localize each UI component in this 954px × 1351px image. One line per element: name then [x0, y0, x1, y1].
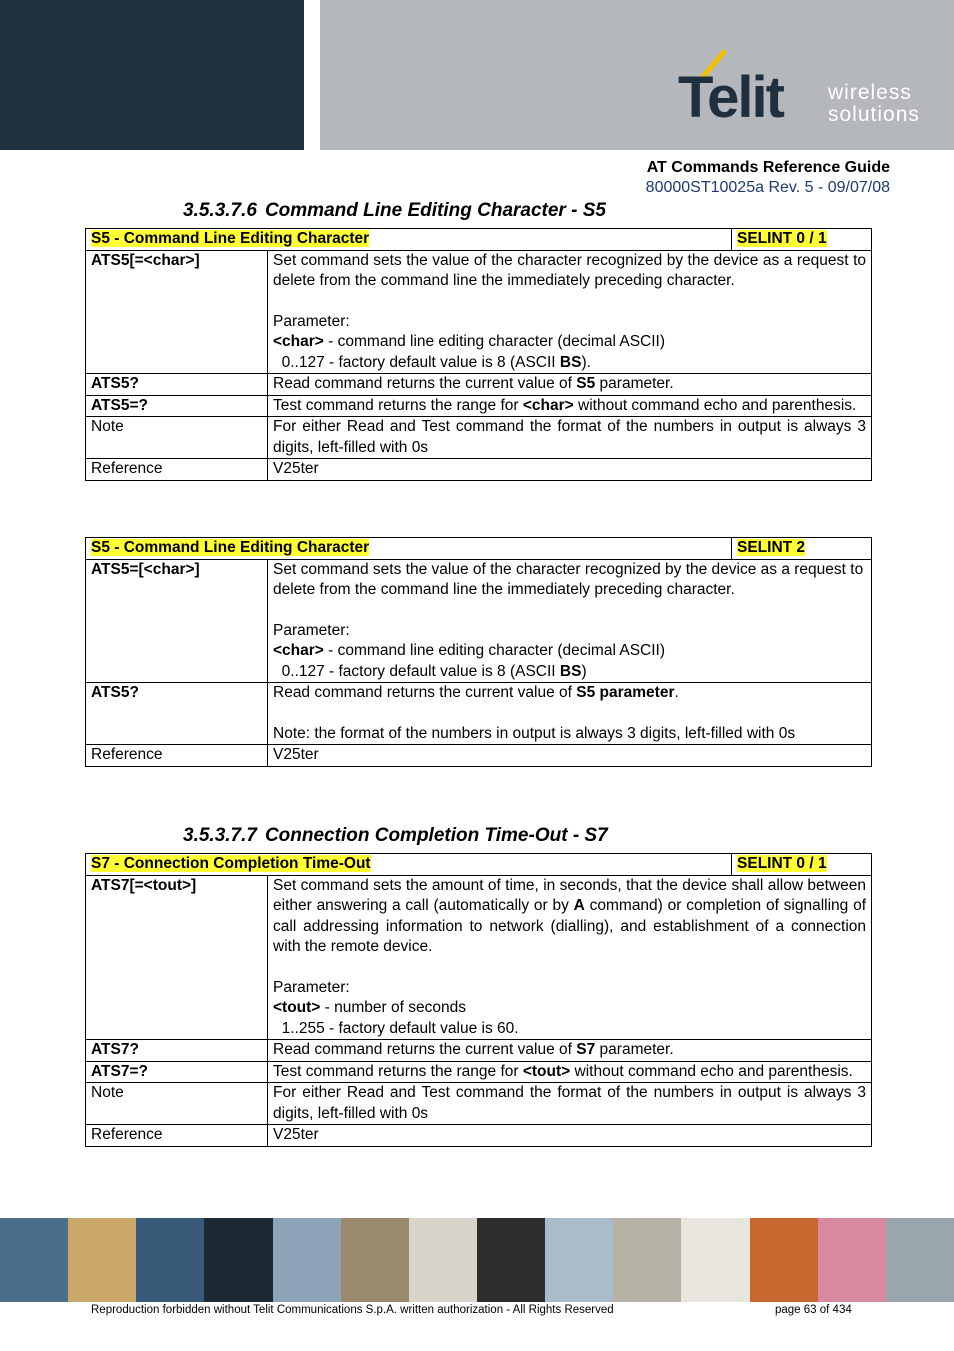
table-header-cell [732, 229, 872, 251]
footer-photo-tile [341, 1218, 409, 1302]
description-text-end: parameter. [595, 375, 674, 392]
table-header-cell [86, 538, 732, 560]
parameter-range-end: ). [581, 353, 591, 371]
description-text: Read command returns the current value of [273, 375, 577, 392]
header-dark-panel [0, 0, 304, 150]
parameter-range: 0..127 - factory default value is 8 (ASCII [281, 353, 560, 371]
description-bold: S7 [576, 1041, 596, 1058]
description-bold: A [573, 897, 585, 914]
parameter-desc: - command line editing character (decimal ASCII) [323, 642, 665, 659]
description-text: Set command sets the value of the character recognized by the device as a request to delete from the command line the immediately preceding character. [273, 251, 866, 289]
description-text-end: parameter. [595, 1041, 674, 1058]
command-cell: ATS7[=<tout>] [86, 875, 268, 1040]
telit-logo [678, 58, 938, 138]
page-number: page 63 of 434 [775, 1304, 852, 1316]
parameter-desc: - command line editing character (decimal ASCII) [323, 333, 665, 350]
description-cell [268, 1040, 872, 1062]
parameter-label: Parameter: [273, 621, 350, 639]
note-text: Note: the format of the numbers in output is always 3 digits, left-filled with 0s [273, 724, 796, 742]
table-header-cell [732, 538, 872, 560]
selint-badge: SELINT 0 / 1 [737, 230, 827, 247]
description-cell [268, 559, 872, 683]
parameter-range-bold: BS [559, 662, 582, 680]
reference-cell: V25ter [268, 1125, 872, 1147]
description-bold: S5 parameter [576, 684, 675, 701]
description-cell [268, 395, 872, 417]
command-cell: ATS7? [86, 1040, 268, 1062]
logo-tagline-line1: wireless [828, 81, 912, 104]
footer-photo-tile [273, 1218, 341, 1302]
description-text-end: command) or completion of signalling of call addressing information to network (dialling), and establishment of a connection with the remote device. [273, 897, 867, 955]
command-cell: ATS5[=<char>] [86, 250, 268, 374]
footer-photo-tile [681, 1218, 749, 1302]
note-cell: For either Read and Test command the format of the numbers in output is always 3 digits, left-filled with 0s [268, 417, 872, 459]
reference-label-cell: Reference [86, 745, 268, 767]
description-cell [268, 250, 872, 374]
footer-photo-tile [613, 1218, 681, 1302]
section-heading-s5 [183, 200, 606, 222]
note-cell: For either Read and Test command the format of the numbers in output is always 3 digits, left-filled with 0s [268, 1083, 872, 1125]
description-text: Test command returns the range for [273, 396, 523, 414]
logo-wordmark: Telit [678, 65, 783, 130]
command-cell: ATS5? [86, 683, 268, 745]
parameter-label: Parameter: [273, 978, 350, 996]
description-cell [268, 875, 872, 1040]
description-text-end: . [674, 684, 679, 701]
table-header-title: S5 - Command Line Editing Character [91, 539, 370, 556]
section-number: 3.5.3.7.6 [183, 200, 257, 221]
footer-photo-tile [204, 1218, 272, 1302]
section-heading-s7 [183, 825, 608, 847]
footer-photo-tile [136, 1218, 204, 1302]
table-header-cell [86, 229, 732, 251]
selint-badge: SELINT 2 [737, 539, 806, 556]
description-text: Read command returns the current value of [273, 684, 577, 701]
description-text: Set command sets the amount of time, in seconds, that the device shall allow between either answering a call (automatically or by [273, 876, 867, 914]
s5-table-selint01 [85, 228, 872, 481]
footer-photo-strip [0, 1218, 954, 1302]
description-text-end: without command echo and parenthesis. [573, 396, 857, 414]
reference-cell: V25ter [268, 459, 872, 481]
command-cell: ATS5=[<char>] [86, 559, 268, 683]
description-bold: <char> [522, 396, 574, 414]
footer-photo-tile [409, 1218, 477, 1302]
description-bold: S5 [576, 375, 596, 392]
description-bold: <tout> [522, 1062, 571, 1080]
parameter-name: <tout> [273, 999, 321, 1016]
parameter-label: Parameter: [273, 312, 350, 330]
s7-table-selint01 [85, 853, 872, 1147]
s5-table-selint2 [85, 537, 872, 767]
description-text-end: without command echo and parenthesis. [570, 1062, 853, 1080]
section-number: 3.5.3.7.7 [183, 825, 257, 846]
reference-label-cell: Reference [86, 1125, 268, 1147]
command-cell: ATS5? [86, 374, 268, 396]
document-title: AT Commands Reference Guide [646, 159, 890, 176]
footer-photo-tile [886, 1218, 954, 1302]
command-cell: ATS5=? [86, 395, 268, 417]
table-header-cell [732, 854, 872, 876]
command-cell: ATS7=? [86, 1061, 268, 1083]
footer-photo-tile [477, 1218, 545, 1302]
table-header-title: S5 - Command Line Editing Character [91, 230, 370, 247]
table-header-title: S7 - Connection Completion Time-Out [91, 855, 371, 872]
footer-photo-tile [818, 1218, 886, 1302]
table-header-cell [86, 854, 732, 876]
description-text: Test command returns the range for [273, 1062, 523, 1080]
parameter-range-bold: BS [559, 353, 582, 371]
document-revision: 80000ST10025a Rev. 5 - 09/07/08 [645, 179, 890, 196]
parameter-name: <char> [273, 642, 324, 659]
footer-photo-tile [68, 1218, 136, 1302]
logo-tagline-line2: solutions [828, 103, 920, 126]
description-text: Read command returns the current value of [273, 1041, 577, 1058]
description-cell [268, 1061, 872, 1083]
note-label-cell: Note [86, 417, 268, 459]
parameter-range-end: ) [581, 662, 587, 680]
footer-photo-tile [545, 1218, 613, 1302]
document-title-block [646, 158, 890, 198]
reference-cell: V25ter [268, 745, 872, 767]
logo-tagline [828, 82, 920, 126]
parameter-range: 0..127 - factory default value is 8 (ASCII [281, 662, 560, 680]
description-text: Set command sets the value of the character recognized by the device as a request to delete from the command line the immediately preceding character. [273, 560, 864, 598]
footer-copyright: Reproduction forbidden without Telit Communications S.p.A. written authorization - All Rights Reserved [91, 1304, 614, 1316]
description-cell [268, 374, 872, 396]
reference-label-cell: Reference [86, 459, 268, 481]
footer-photo-tile [0, 1218, 68, 1302]
note-label-cell: Note [86, 1083, 268, 1125]
parameter-name: <char> [273, 333, 324, 350]
section-title: Command Line Editing Character - S5 [264, 200, 606, 221]
description-cell [268, 683, 872, 745]
selint-badge: SELINT 0 / 1 [737, 855, 827, 872]
parameter-desc: - number of seconds [320, 999, 466, 1016]
parameter-range: 1..255 - factory default value is 60. [281, 1019, 519, 1037]
section-title: Connection Completion Time-Out - S7 [264, 825, 608, 846]
footer-photo-tile [750, 1218, 818, 1302]
